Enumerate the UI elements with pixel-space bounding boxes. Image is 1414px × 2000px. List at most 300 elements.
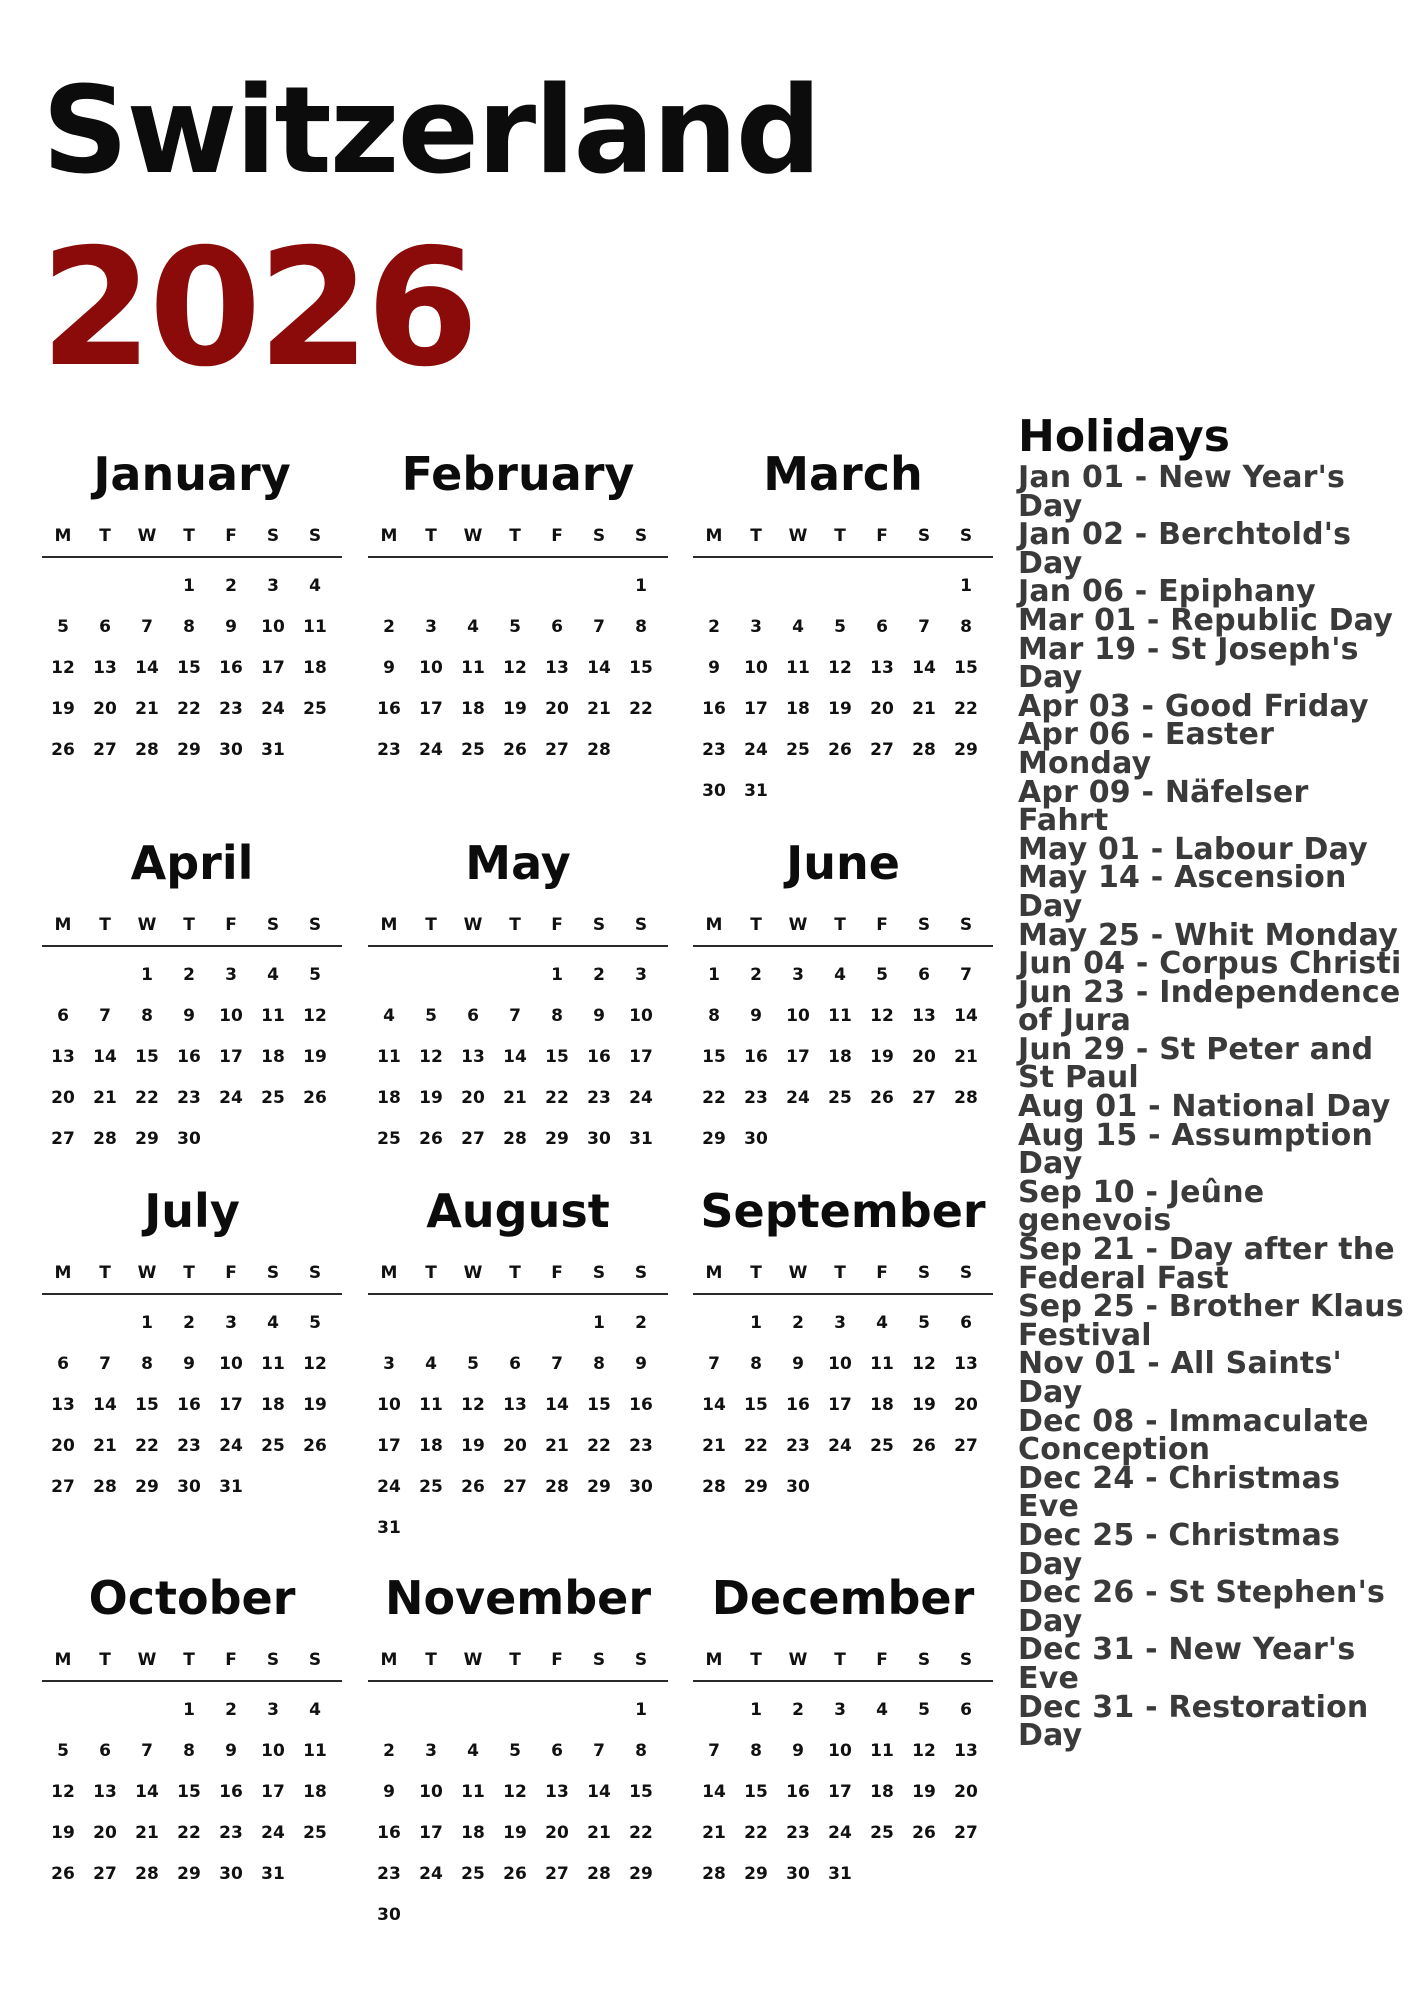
day-cell: 1 xyxy=(750,1700,762,1720)
day-cell: 27 xyxy=(503,1477,527,1497)
day-cell: 1 xyxy=(551,965,563,985)
day-cell: 24 xyxy=(219,1436,243,1456)
day-cell: 20 xyxy=(912,1047,936,1067)
day-cell: 23 xyxy=(786,1823,810,1843)
day-cell: 24 xyxy=(377,1477,401,1497)
holiday-item: Sep 21 - Day after the Federal Fast xyxy=(1018,1232,1395,1296)
weekday-label: F xyxy=(551,1263,563,1283)
day-cell: 14 xyxy=(503,1047,527,1067)
holiday-item: Sep 10 - Jeûne genevois xyxy=(1018,1174,1265,1239)
day-cell: 23 xyxy=(219,699,243,719)
day-cell: 3 xyxy=(383,1354,395,1374)
month-name: February xyxy=(401,447,635,501)
weekday-label: M xyxy=(54,915,72,935)
day-cell: 12 xyxy=(912,1354,936,1374)
day-cell: 6 xyxy=(960,1313,972,1333)
day-cell: 14 xyxy=(93,1395,117,1415)
day-cell: 2 xyxy=(593,965,605,985)
day-cell: 29 xyxy=(177,740,201,760)
day-cell: 15 xyxy=(744,1395,768,1415)
month-name: August xyxy=(426,1184,610,1238)
weekday-label: S xyxy=(308,1650,322,1670)
holidays-heading: Holidays xyxy=(1018,411,1230,462)
day-cell: 24 xyxy=(261,699,285,719)
day-cell: 8 xyxy=(141,1354,153,1374)
day-cell: 27 xyxy=(93,1864,117,1884)
day-cell: 7 xyxy=(708,1354,720,1374)
day-cell: 30 xyxy=(786,1864,810,1884)
day-cell: 30 xyxy=(219,740,243,760)
day-cell: 10 xyxy=(629,1006,653,1026)
weekday-label: S xyxy=(634,526,648,546)
day-cell: 4 xyxy=(467,617,479,637)
day-cell: 30 xyxy=(219,1864,243,1884)
header-divider xyxy=(42,556,342,558)
day-cell: 7 xyxy=(551,1354,563,1374)
day-cell: 3 xyxy=(792,965,804,985)
day-cell: 8 xyxy=(750,1741,762,1761)
day-cell: 25 xyxy=(419,1477,443,1497)
day-cell: 6 xyxy=(99,1741,111,1761)
day-cell: 11 xyxy=(419,1395,443,1415)
month-july xyxy=(42,1183,342,1497)
day-cell: 15 xyxy=(135,1047,159,1067)
weekday-label: T xyxy=(750,1263,762,1283)
day-cell: 24 xyxy=(828,1436,852,1456)
day-cell: 15 xyxy=(177,658,201,678)
weekday-header xyxy=(42,913,342,937)
day-cell: 22 xyxy=(744,1823,768,1843)
month-october xyxy=(42,1570,342,1884)
day-cell: 18 xyxy=(419,1436,443,1456)
day-cell: 29 xyxy=(702,1129,726,1149)
weekday-label: S xyxy=(592,1263,606,1283)
day-cell: 29 xyxy=(177,1864,201,1884)
holiday-list xyxy=(1018,460,1404,1754)
day-cell: 2 xyxy=(225,576,237,596)
month-name: November xyxy=(384,1571,652,1625)
day-cell: 8 xyxy=(593,1354,605,1374)
weekday-label: S xyxy=(592,915,606,935)
day-cell: 25 xyxy=(461,740,485,760)
day-cell: 24 xyxy=(261,1823,285,1843)
day-cell: 17 xyxy=(219,1395,243,1415)
day-cell: 21 xyxy=(702,1823,726,1843)
day-cell: 26 xyxy=(303,1088,327,1108)
day-cell: 3 xyxy=(425,617,437,637)
day-cell: 9 xyxy=(383,658,395,678)
weekday-label: S xyxy=(634,915,648,935)
day-cell: 5 xyxy=(509,617,521,637)
day-cell: 25 xyxy=(828,1088,852,1108)
day-cell: 20 xyxy=(870,699,894,719)
day-cell: 17 xyxy=(419,1823,443,1843)
day-cell: 16 xyxy=(377,1823,401,1843)
day-cell: 30 xyxy=(587,1129,611,1149)
day-cell: 13 xyxy=(870,658,894,678)
day-cell: 7 xyxy=(593,1741,605,1761)
day-cell: 6 xyxy=(960,1700,972,1720)
weekday-label: W xyxy=(463,1650,483,1670)
day-cell: 2 xyxy=(383,1741,395,1761)
day-cell: 18 xyxy=(303,1782,327,1802)
day-cell: 15 xyxy=(135,1395,159,1415)
day-cell: 7 xyxy=(509,1006,521,1026)
weekday-label: F xyxy=(551,915,563,935)
weekday-label: S xyxy=(917,1263,931,1283)
day-cell: 15 xyxy=(587,1395,611,1415)
holiday-item: Mar 19 - St Joseph's Day xyxy=(1018,631,1359,696)
day-cell: 31 xyxy=(377,1518,401,1538)
month-may xyxy=(368,835,668,1149)
day-cell: 18 xyxy=(261,1047,285,1067)
day-cell: 11 xyxy=(261,1354,285,1374)
weekday-label: S xyxy=(917,1650,931,1670)
day-cell: 3 xyxy=(750,617,762,637)
day-cell: 14 xyxy=(135,658,159,678)
holiday-item: May 01 - Labour Day xyxy=(1018,831,1368,867)
month-march xyxy=(693,446,993,801)
weekday-label: F xyxy=(225,915,237,935)
weekday-label: M xyxy=(705,1650,723,1670)
weekday-label: W xyxy=(788,526,808,546)
day-cell: 26 xyxy=(303,1436,327,1456)
day-cell: 27 xyxy=(870,740,894,760)
day-cell: 25 xyxy=(303,699,327,719)
day-cell: 25 xyxy=(870,1436,894,1456)
day-cell: 26 xyxy=(870,1088,894,1108)
day-cell: 17 xyxy=(786,1047,810,1067)
day-cell: 22 xyxy=(135,1088,159,1108)
weekday-label: S xyxy=(959,1650,973,1670)
weekday-header xyxy=(693,1648,993,1672)
weekday-label: M xyxy=(380,526,398,546)
day-cell: 9 xyxy=(792,1741,804,1761)
day-cell: 3 xyxy=(834,1313,846,1333)
day-cell: 4 xyxy=(383,1006,395,1026)
day-cell: 16 xyxy=(177,1047,201,1067)
day-cell: 1 xyxy=(708,965,720,985)
day-cell: 13 xyxy=(93,658,117,678)
weekday-label: S xyxy=(266,1650,280,1670)
day-cell: 27 xyxy=(954,1436,978,1456)
holiday-item: Dec 08 - Immaculate Conception xyxy=(1018,1403,1369,1468)
day-cell: 27 xyxy=(545,1864,569,1884)
day-cell: 26 xyxy=(51,740,75,760)
weekday-label: S xyxy=(308,915,322,935)
header-divider xyxy=(693,945,993,947)
day-cell: 10 xyxy=(828,1741,852,1761)
weekday-label: M xyxy=(54,1263,72,1283)
day-cell: 4 xyxy=(267,1313,279,1333)
day-cell: 22 xyxy=(954,699,978,719)
day-cell: 28 xyxy=(587,740,611,760)
day-cell: 19 xyxy=(419,1088,443,1108)
month-name: October xyxy=(88,1571,296,1625)
day-cell: 22 xyxy=(702,1088,726,1108)
day-cell: 4 xyxy=(309,576,321,596)
day-cell: 30 xyxy=(702,781,726,801)
month-february xyxy=(368,446,668,760)
day-cell: 4 xyxy=(467,1741,479,1761)
day-cell: 13 xyxy=(954,1354,978,1374)
holiday-item: Jan 06 - Epiphany xyxy=(1018,574,1316,610)
day-cell: 21 xyxy=(93,1088,117,1108)
day-cell: 12 xyxy=(912,1741,936,1761)
header-divider xyxy=(368,556,668,558)
day-cell: 13 xyxy=(51,1395,75,1415)
day-cell: 11 xyxy=(870,1354,894,1374)
day-cell: 19 xyxy=(828,699,852,719)
day-cell: 8 xyxy=(183,617,195,637)
weekday-label: T xyxy=(425,1263,437,1283)
month-november xyxy=(368,1570,668,1925)
day-cell: 18 xyxy=(261,1395,285,1415)
day-cell: 28 xyxy=(912,740,936,760)
day-cell: 26 xyxy=(912,1436,936,1456)
day-cell: 29 xyxy=(135,1129,159,1149)
weekday-label: W xyxy=(788,1263,808,1283)
weekday-label: T xyxy=(99,1650,111,1670)
day-cell: 5 xyxy=(309,965,321,985)
weekday-label: F xyxy=(876,526,888,546)
holiday-item: Dec 31 - Restoration Day xyxy=(1018,1689,1369,1754)
holiday-item: Aug 15 - Assumption Day xyxy=(1018,1117,1373,1182)
day-cell: 11 xyxy=(461,1782,485,1802)
weekday-header xyxy=(42,524,342,548)
day-cell: 10 xyxy=(828,1354,852,1374)
day-cell: 23 xyxy=(177,1436,201,1456)
holiday-item: Aug 01 - National Day xyxy=(1018,1089,1391,1125)
day-cell: 9 xyxy=(225,617,237,637)
day-cell: 26 xyxy=(503,740,527,760)
day-cell: 14 xyxy=(587,1782,611,1802)
day-cell: 22 xyxy=(177,1823,201,1843)
day-cell: 23 xyxy=(177,1088,201,1108)
day-cell: 12 xyxy=(419,1047,443,1067)
month-name: May xyxy=(465,836,571,890)
holiday-item: Apr 03 - Good Friday xyxy=(1018,688,1369,724)
day-cell: 16 xyxy=(377,699,401,719)
month-april xyxy=(42,835,342,1149)
day-cell: 26 xyxy=(503,1864,527,1884)
day-cell: 11 xyxy=(377,1047,401,1067)
day-cell: 31 xyxy=(744,781,768,801)
day-cell: 4 xyxy=(425,1354,437,1374)
weekday-label: T xyxy=(183,915,195,935)
day-cell: 11 xyxy=(303,617,327,637)
day-cell: 29 xyxy=(545,1129,569,1149)
day-cell: 4 xyxy=(309,1700,321,1720)
day-cell: 19 xyxy=(303,1395,327,1415)
day-cell: 5 xyxy=(876,965,888,985)
day-cell: 23 xyxy=(629,1436,653,1456)
weekday-label: M xyxy=(705,915,723,935)
weekday-label: W xyxy=(137,1650,157,1670)
month-name: June xyxy=(786,836,900,890)
day-cell: 6 xyxy=(57,1006,69,1026)
day-cell: 27 xyxy=(954,1823,978,1843)
day-cell: 26 xyxy=(828,740,852,760)
day-cell: 27 xyxy=(51,1477,75,1497)
day-cell: 30 xyxy=(744,1129,768,1149)
day-cell: 2 xyxy=(750,965,762,985)
day-cell: 1 xyxy=(183,576,195,596)
weekday-label: W xyxy=(788,1650,808,1670)
day-cell: 13 xyxy=(545,658,569,678)
day-cell: 10 xyxy=(219,1006,243,1026)
weekday-label: T xyxy=(509,1650,521,1670)
weekday-label: F xyxy=(225,526,237,546)
day-cell: 30 xyxy=(629,1477,653,1497)
day-cell: 14 xyxy=(702,1782,726,1802)
header-divider xyxy=(42,1680,342,1682)
day-cell: 15 xyxy=(629,1782,653,1802)
holiday-item: Dec 31 - New Year's Eve xyxy=(1018,1632,1356,1696)
day-cell: 24 xyxy=(828,1823,852,1843)
day-cell: 31 xyxy=(828,1864,852,1884)
weekday-label: W xyxy=(463,526,483,546)
weekday-label: W xyxy=(788,915,808,935)
day-cell: 3 xyxy=(267,1700,279,1720)
weekday-label: S xyxy=(917,526,931,546)
day-cell: 15 xyxy=(954,658,978,678)
day-cell: 24 xyxy=(786,1088,810,1108)
day-cell: 20 xyxy=(954,1395,978,1415)
day-cell: 24 xyxy=(744,740,768,760)
day-cell: 2 xyxy=(792,1313,804,1333)
weekday-label: T xyxy=(425,1650,437,1670)
day-cell: 28 xyxy=(702,1864,726,1884)
header-divider xyxy=(42,1293,342,1295)
day-cell: 16 xyxy=(177,1395,201,1415)
day-cell: 8 xyxy=(551,1006,563,1026)
weekday-label: F xyxy=(225,1263,237,1283)
weekday-label: W xyxy=(463,1263,483,1283)
day-cell: 27 xyxy=(545,740,569,760)
day-cell: 21 xyxy=(545,1436,569,1456)
day-cell: 5 xyxy=(509,1741,521,1761)
day-cell: 16 xyxy=(219,658,243,678)
weekday-label: S xyxy=(917,915,931,935)
weekday-label: F xyxy=(551,1650,563,1670)
day-cell: 7 xyxy=(708,1741,720,1761)
day-cell: 22 xyxy=(177,699,201,719)
day-cell: 15 xyxy=(545,1047,569,1067)
day-cell: 14 xyxy=(912,658,936,678)
header-divider xyxy=(693,556,993,558)
day-cell: 3 xyxy=(225,1313,237,1333)
day-cell: 25 xyxy=(461,1864,485,1884)
day-cell: 9 xyxy=(183,1006,195,1026)
day-cell: 17 xyxy=(261,1782,285,1802)
day-cell: 2 xyxy=(225,1700,237,1720)
day-cell: 12 xyxy=(503,1782,527,1802)
day-cell: 13 xyxy=(912,1006,936,1026)
day-cell: 14 xyxy=(93,1047,117,1067)
day-cell: 1 xyxy=(593,1313,605,1333)
day-cell: 9 xyxy=(792,1354,804,1374)
holiday-item: Apr 09 - Näfelser Fahrt xyxy=(1018,774,1309,839)
day-cell: 19 xyxy=(912,1782,936,1802)
holiday-item: May 14 - Ascension Day xyxy=(1018,860,1347,924)
day-cell: 21 xyxy=(135,1823,159,1843)
weekday-label: T xyxy=(834,1263,846,1283)
day-cell: 11 xyxy=(786,658,810,678)
day-cell: 23 xyxy=(219,1823,243,1843)
holiday-item: Jan 02 - Berchtold's Day xyxy=(1018,517,1352,581)
day-cell: 20 xyxy=(51,1088,75,1108)
month-name: March xyxy=(763,447,923,501)
day-cell: 7 xyxy=(593,617,605,637)
holiday-item: Nov 01 - All Saints' Day xyxy=(1018,1346,1342,1410)
day-cell: 28 xyxy=(93,1477,117,1497)
day-cell: 3 xyxy=(267,576,279,596)
weekday-label: M xyxy=(54,526,72,546)
day-cell: 27 xyxy=(51,1129,75,1149)
day-cell: 12 xyxy=(828,658,852,678)
day-cell: 17 xyxy=(419,699,443,719)
weekday-label: S xyxy=(308,526,322,546)
month-name: December xyxy=(711,1571,975,1625)
weekday-header xyxy=(693,1261,993,1285)
header-divider xyxy=(693,1293,993,1295)
day-cell: 25 xyxy=(870,1823,894,1843)
day-cell: 1 xyxy=(183,1700,195,1720)
day-cell: 5 xyxy=(834,617,846,637)
day-cell: 12 xyxy=(503,658,527,678)
day-cell: 4 xyxy=(876,1700,888,1720)
day-cell: 16 xyxy=(786,1782,810,1802)
day-cell: 22 xyxy=(629,699,653,719)
day-cell: 15 xyxy=(629,658,653,678)
day-cell: 17 xyxy=(744,699,768,719)
weekday-label: S xyxy=(266,1263,280,1283)
weekday-label: T xyxy=(509,915,521,935)
day-cell: 21 xyxy=(912,699,936,719)
day-cell: 5 xyxy=(57,617,69,637)
day-cell: 8 xyxy=(141,1006,153,1026)
month-august xyxy=(368,1183,668,1538)
holiday-item: Jun 29 - St Peter and St Paul xyxy=(1018,1031,1374,1096)
day-cell: 27 xyxy=(912,1088,936,1108)
day-cell: 18 xyxy=(870,1395,894,1415)
weekday-label: F xyxy=(551,526,563,546)
day-cell: 5 xyxy=(918,1313,930,1333)
day-cell: 19 xyxy=(503,699,527,719)
day-cell: 8 xyxy=(708,1006,720,1026)
weekday-label: T xyxy=(834,915,846,935)
day-cell: 31 xyxy=(261,1864,285,1884)
day-cell: 16 xyxy=(702,699,726,719)
day-cell: 23 xyxy=(786,1436,810,1456)
day-cell: 23 xyxy=(377,740,401,760)
day-cell: 18 xyxy=(870,1782,894,1802)
month-december xyxy=(693,1570,993,1884)
day-cell: 17 xyxy=(261,658,285,678)
day-cell: 16 xyxy=(587,1047,611,1067)
day-cell: 6 xyxy=(876,617,888,637)
day-cell: 7 xyxy=(960,965,972,985)
weekday-label: W xyxy=(463,915,483,935)
day-cell: 12 xyxy=(303,1006,327,1026)
holiday-item: Mar 01 - Republic Day xyxy=(1018,602,1393,638)
day-cell: 14 xyxy=(135,1782,159,1802)
day-cell: 23 xyxy=(587,1088,611,1108)
day-cell: 14 xyxy=(702,1395,726,1415)
weekday-label: T xyxy=(425,526,437,546)
day-cell: 9 xyxy=(750,1006,762,1026)
